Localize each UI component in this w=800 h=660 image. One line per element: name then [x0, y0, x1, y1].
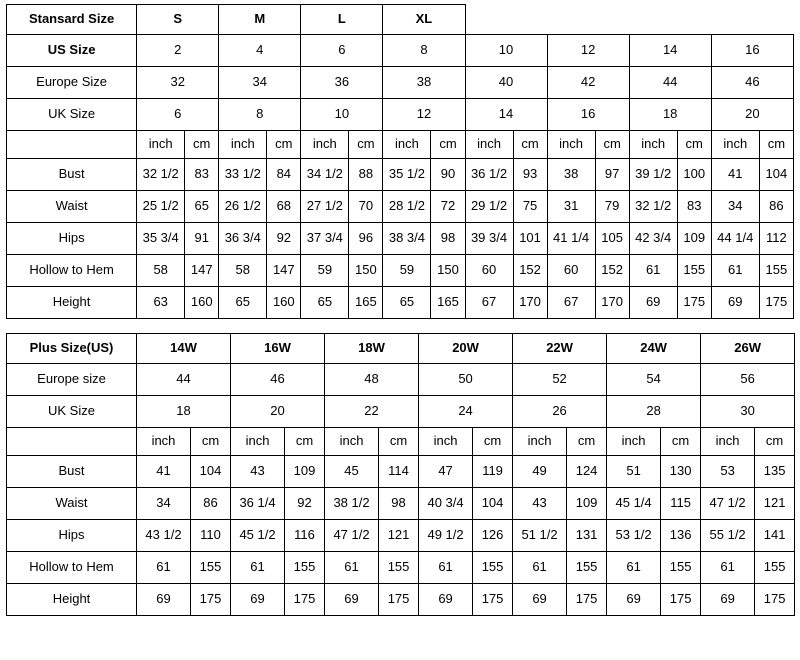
table-row	[7, 364, 795, 396]
table-cell: 175	[567, 584, 607, 616]
table-row	[7, 456, 795, 488]
table-cell: 147	[185, 255, 219, 287]
table-cell: 41	[711, 159, 759, 191]
table-cell: 175	[191, 584, 231, 616]
row-label: Europe size	[7, 364, 137, 396]
group-header: 20W	[419, 334, 513, 364]
table-cell: 90	[431, 159, 465, 191]
table-cell: 160	[267, 287, 301, 319]
table-cell: 43	[231, 456, 285, 488]
table-cell: 126	[473, 520, 513, 552]
table-cell: 69	[711, 287, 759, 319]
table-cell: 65	[301, 287, 349, 319]
table-cell: 51 1/2	[513, 520, 567, 552]
table-cell: 160	[185, 287, 219, 319]
unit-cell: inch	[711, 131, 759, 159]
table-cell: 45 1/2	[231, 520, 285, 552]
table-cell: 100	[677, 159, 711, 191]
table-row	[7, 584, 795, 616]
unit-cell: inch	[607, 428, 661, 456]
table-cell: 135	[755, 456, 795, 488]
table-cell: 47	[419, 456, 473, 488]
table-cell: 109	[677, 223, 711, 255]
table-cell: 16	[711, 35, 793, 67]
table-cell: 69	[607, 584, 661, 616]
unit-row	[7, 428, 795, 456]
unit-cell: cm	[759, 131, 793, 159]
row-label: Hollow to Hem	[7, 552, 137, 584]
table-cell: 65	[185, 191, 219, 223]
table-cell: 47 1/2	[701, 488, 755, 520]
row-label: Europe Size	[7, 67, 137, 99]
table-cell: 32 1/2	[137, 159, 185, 191]
row-label: Hollow to Hem	[7, 255, 137, 287]
table-cell: 58	[137, 255, 185, 287]
table-cell: 39 3/4	[465, 223, 513, 255]
table-cell: 69	[701, 584, 755, 616]
table-gap	[6, 319, 794, 333]
table-cell: 34	[711, 191, 759, 223]
table-cell: 36 1/4	[231, 488, 285, 520]
table-cell: 91	[185, 223, 219, 255]
table-cell: 32 1/2	[629, 191, 677, 223]
table-cell: 72	[431, 191, 465, 223]
table-cell: 155	[567, 552, 607, 584]
table-cell: 104	[191, 456, 231, 488]
table-cell: 69	[419, 584, 473, 616]
table-cell: 67	[465, 287, 513, 319]
table-cell: 150	[431, 255, 465, 287]
table-cell: 50	[419, 364, 513, 396]
unit-cell: inch	[547, 131, 595, 159]
corner-label: Stansard Size	[7, 5, 137, 35]
table-cell: 175	[661, 584, 701, 616]
table-cell: 121	[755, 488, 795, 520]
table-cell: 26 1/2	[219, 191, 267, 223]
table-cell: 6	[137, 99, 219, 131]
table-cell: 18	[137, 396, 231, 428]
table-cell: 69	[325, 584, 379, 616]
group-header: 22W	[513, 334, 607, 364]
row-label: Bust	[7, 456, 137, 488]
group-header: 14W	[137, 334, 231, 364]
table-cell: 12	[547, 35, 629, 67]
table-cell: 112	[759, 223, 793, 255]
unit-cell: inch	[383, 131, 431, 159]
row-label: Hips	[7, 520, 137, 552]
group-header: 16W	[231, 334, 325, 364]
group-header: L	[301, 5, 383, 35]
table-cell: 141	[755, 520, 795, 552]
table-cell: 6	[301, 35, 383, 67]
table-cell: 61	[629, 255, 677, 287]
row-label: Height	[7, 287, 137, 319]
table-cell: 38 3/4	[383, 223, 431, 255]
table-cell: 104	[759, 159, 793, 191]
table-cell: 136	[661, 520, 701, 552]
table-cell: 67	[547, 287, 595, 319]
table-cell: 88	[349, 159, 383, 191]
group-header: XL	[383, 5, 465, 35]
table-cell: 36 1/2	[465, 159, 513, 191]
table-cell: 114	[379, 456, 419, 488]
table-cell: 28	[607, 396, 701, 428]
table-cell: 39 1/2	[629, 159, 677, 191]
table-cell: 43 1/2	[137, 520, 191, 552]
plus-size-table	[6, 333, 795, 616]
table-cell: 109	[285, 456, 325, 488]
row-label: UK Size	[7, 396, 137, 428]
table-cell: 175	[759, 287, 793, 319]
table-row	[7, 287, 794, 319]
table-cell: 44 1/4	[711, 223, 759, 255]
table-cell: 121	[379, 520, 419, 552]
table-cell: 14	[629, 35, 711, 67]
group-header: 18W	[325, 334, 419, 364]
table-cell: 34 1/2	[301, 159, 349, 191]
table-row	[7, 191, 794, 223]
table-cell: 175	[677, 287, 711, 319]
table-cell: 63	[137, 287, 185, 319]
table-cell: 68	[267, 191, 301, 223]
table-cell: 34	[137, 488, 191, 520]
group-header-row	[7, 5, 794, 35]
table-cell: 46	[711, 67, 793, 99]
table-cell: 61	[325, 552, 379, 584]
table-cell: 175	[473, 584, 513, 616]
unit-cell: inch	[231, 428, 285, 456]
table-cell: 115	[661, 488, 701, 520]
unit-cell: cm	[595, 131, 629, 159]
table-cell: 38	[383, 67, 465, 99]
unit-cell: inch	[137, 428, 191, 456]
table-cell: 26	[513, 396, 607, 428]
table-cell: 58	[219, 255, 267, 287]
table-cell: 61	[701, 552, 755, 584]
group-header: S	[137, 5, 219, 35]
unit-row	[7, 131, 794, 159]
table-cell: 40 3/4	[419, 488, 473, 520]
table-cell: 55 1/2	[701, 520, 755, 552]
unit-cell: cm	[661, 428, 701, 456]
row-label: Waist	[7, 488, 137, 520]
table-cell: 32	[137, 67, 219, 99]
table-cell: 69	[231, 584, 285, 616]
table-row	[7, 520, 795, 552]
table-cell: 152	[513, 255, 547, 287]
table-cell: 28 1/2	[383, 191, 431, 223]
table-cell: 36	[301, 67, 383, 99]
table-cell: 42	[547, 67, 629, 99]
table-cell: 86	[191, 488, 231, 520]
table-cell: 155	[285, 552, 325, 584]
table-cell: 105	[595, 223, 629, 255]
table-cell: 44	[137, 364, 231, 396]
standard-size-table	[6, 4, 794, 319]
unit-cell: cm	[191, 428, 231, 456]
table-row	[7, 552, 795, 584]
table-cell: 34	[219, 67, 301, 99]
unit-cell: inch	[137, 131, 185, 159]
table-cell: 155	[661, 552, 701, 584]
table-row	[7, 67, 794, 99]
table-cell: 92	[285, 488, 325, 520]
table-cell: 31	[547, 191, 595, 223]
table-cell: 165	[349, 287, 383, 319]
table-cell: 61	[607, 552, 661, 584]
table-cell: 53 1/2	[607, 520, 661, 552]
table-cell: 86	[759, 191, 793, 223]
group-header: 26W	[701, 334, 795, 364]
table-cell: 69	[513, 584, 567, 616]
table-cell: 45	[325, 456, 379, 488]
table-cell: 53	[701, 456, 755, 488]
table-row	[7, 223, 794, 255]
row-label: UK Size	[7, 99, 137, 131]
unit-cell: cm	[513, 131, 547, 159]
table-cell: 131	[567, 520, 607, 552]
table-cell: 37 3/4	[301, 223, 349, 255]
table-cell: 119	[473, 456, 513, 488]
table-cell: 155	[191, 552, 231, 584]
unit-cell: cm	[677, 131, 711, 159]
table-cell: 165	[431, 287, 465, 319]
table-cell: 18	[629, 99, 711, 131]
table-cell: 75	[513, 191, 547, 223]
table-cell: 8	[383, 35, 465, 67]
table-cell: 116	[285, 520, 325, 552]
table-cell: 93	[513, 159, 547, 191]
table-cell: 155	[677, 255, 711, 287]
corner-label: Plus Size(US)	[7, 334, 137, 364]
table-cell: 48	[325, 364, 419, 396]
table-cell: 35 1/2	[383, 159, 431, 191]
table-cell: 60	[465, 255, 513, 287]
table-cell: 155	[755, 552, 795, 584]
unit-cell: inch	[465, 131, 513, 159]
table-cell: 65	[383, 287, 431, 319]
table-cell: 56	[701, 364, 795, 396]
group-header-row	[7, 334, 795, 364]
table-cell: 104	[473, 488, 513, 520]
table-cell: 10	[301, 99, 383, 131]
table-cell: 49	[513, 456, 567, 488]
table-cell: 147	[267, 255, 301, 287]
table-cell: 69	[629, 287, 677, 319]
table-cell: 155	[379, 552, 419, 584]
unit-cell: cm	[473, 428, 513, 456]
unit-cell: cm	[349, 131, 383, 159]
table-cell: 70	[349, 191, 383, 223]
table-cell: 61	[513, 552, 567, 584]
table-cell: 44	[629, 67, 711, 99]
table-row	[7, 488, 795, 520]
unit-cell: cm	[267, 131, 301, 159]
table-cell: 110	[191, 520, 231, 552]
table-cell: 170	[595, 287, 629, 319]
unit-cell: inch	[219, 131, 267, 159]
table-cell: 83	[185, 159, 219, 191]
table-cell: 20	[231, 396, 325, 428]
table-cell: 175	[285, 584, 325, 616]
unit-cell: inch	[629, 131, 677, 159]
table-cell: 152	[595, 255, 629, 287]
row-label	[7, 131, 137, 159]
row-label: Height	[7, 584, 137, 616]
unit-cell: cm	[379, 428, 419, 456]
table-cell: 175	[755, 584, 795, 616]
table-cell: 61	[419, 552, 473, 584]
table-cell: 92	[267, 223, 301, 255]
table-cell: 27 1/2	[301, 191, 349, 223]
table-cell: 22	[325, 396, 419, 428]
table-cell: 69	[137, 584, 191, 616]
table-row	[7, 35, 794, 67]
table-cell: 12	[383, 99, 465, 131]
table-cell: 98	[431, 223, 465, 255]
table-cell: 60	[547, 255, 595, 287]
group-header: 24W	[607, 334, 701, 364]
table-cell: 41 1/4	[547, 223, 595, 255]
table-cell: 42 3/4	[629, 223, 677, 255]
table-cell: 130	[661, 456, 701, 488]
unit-cell: cm	[431, 131, 465, 159]
table-cell: 59	[383, 255, 431, 287]
table-row	[7, 255, 794, 287]
table-cell: 38 1/2	[325, 488, 379, 520]
row-label: Hips	[7, 223, 137, 255]
table-cell: 2	[137, 35, 219, 67]
unit-cell: cm	[755, 428, 795, 456]
row-label: Bust	[7, 159, 137, 191]
table-cell: 47 1/2	[325, 520, 379, 552]
table-cell: 35 3/4	[137, 223, 185, 255]
group-header: M	[219, 5, 301, 35]
table-cell: 61	[711, 255, 759, 287]
table-cell: 54	[607, 364, 701, 396]
table-cell: 83	[677, 191, 711, 223]
unit-cell: inch	[301, 131, 349, 159]
table-cell: 79	[595, 191, 629, 223]
table-cell: 65	[219, 287, 267, 319]
table-cell: 38	[547, 159, 595, 191]
table-cell: 20	[711, 99, 793, 131]
table-cell: 61	[137, 552, 191, 584]
unit-cell: cm	[185, 131, 219, 159]
table-cell: 16	[547, 99, 629, 131]
table-cell: 155	[759, 255, 793, 287]
unit-cell: inch	[419, 428, 473, 456]
table-cell: 41	[137, 456, 191, 488]
table-cell: 40	[465, 67, 547, 99]
table-cell: 36 3/4	[219, 223, 267, 255]
table-cell: 96	[349, 223, 383, 255]
table-cell: 43	[513, 488, 567, 520]
table-cell: 98	[379, 488, 419, 520]
table-cell: 175	[379, 584, 419, 616]
table-row	[7, 99, 794, 131]
table-cell: 8	[219, 99, 301, 131]
unit-cell: inch	[513, 428, 567, 456]
table-cell: 59	[301, 255, 349, 287]
table-cell: 155	[473, 552, 513, 584]
table-cell: 24	[419, 396, 513, 428]
table-cell: 10	[465, 35, 547, 67]
table-row	[7, 159, 794, 191]
row-label	[7, 428, 137, 456]
table-cell: 14	[465, 99, 547, 131]
table-cell: 46	[231, 364, 325, 396]
table-cell: 30	[701, 396, 795, 428]
unit-cell: inch	[701, 428, 755, 456]
table-cell: 45 1/4	[607, 488, 661, 520]
row-label: Waist	[7, 191, 137, 223]
table-cell: 4	[219, 35, 301, 67]
table-cell: 51	[607, 456, 661, 488]
table-cell: 84	[267, 159, 301, 191]
table-row	[7, 396, 795, 428]
table-cell: 109	[567, 488, 607, 520]
table-cell: 97	[595, 159, 629, 191]
table-cell: 29 1/2	[465, 191, 513, 223]
table-cell: 52	[513, 364, 607, 396]
table-cell: 61	[231, 552, 285, 584]
table-cell: 101	[513, 223, 547, 255]
unit-cell: cm	[567, 428, 607, 456]
table-cell: 150	[349, 255, 383, 287]
table-cell: 124	[567, 456, 607, 488]
table-cell: 49 1/2	[419, 520, 473, 552]
unit-cell: cm	[285, 428, 325, 456]
table-cell: 25 1/2	[137, 191, 185, 223]
row-label: US Size	[7, 35, 137, 67]
unit-cell: inch	[325, 428, 379, 456]
table-cell: 33 1/2	[219, 159, 267, 191]
table-cell: 170	[513, 287, 547, 319]
